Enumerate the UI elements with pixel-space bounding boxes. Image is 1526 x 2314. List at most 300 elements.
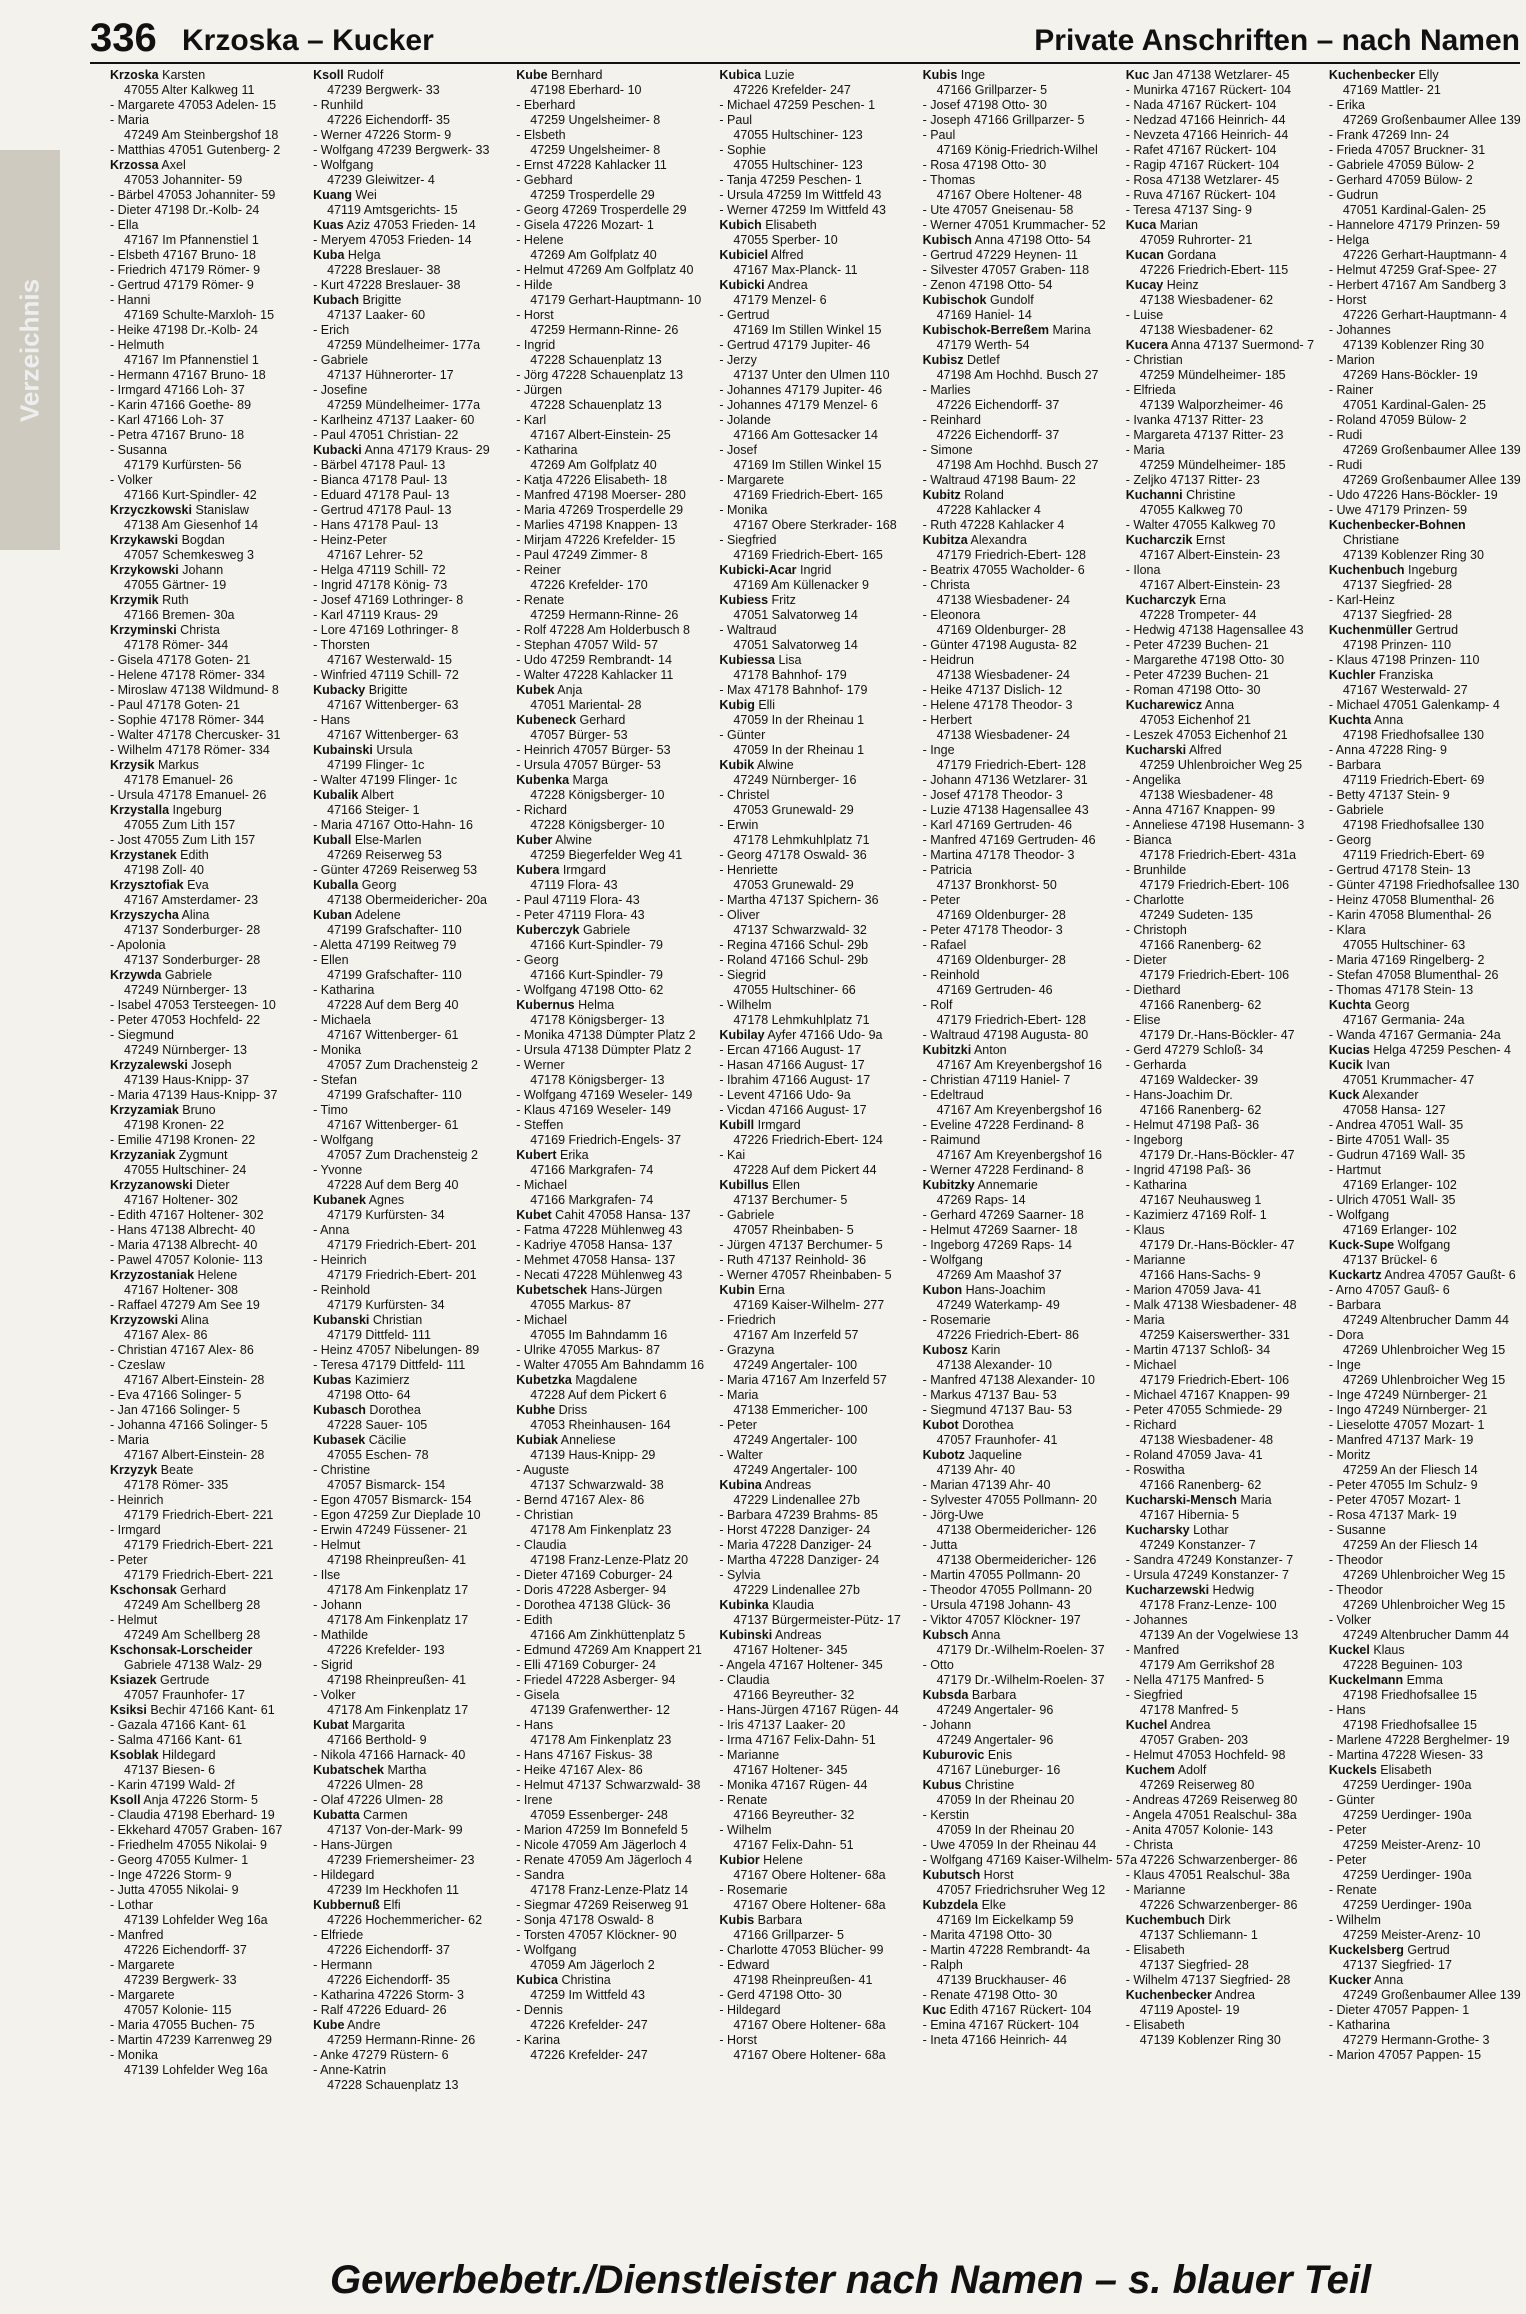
- directory-entry: [110, 788, 301, 803]
- directory-entry: [110, 383, 301, 398]
- entry-surname: Kubanski: [313, 1313, 370, 1327]
- entry-sub-name: - Heidrun: [922, 653, 974, 667]
- entry-address: 47166 Hans-Sachs- 9: [1139, 1268, 1261, 1282]
- entry-sub-name: - Dieter 47169 Coburger- 24: [516, 1568, 673, 1582]
- entry-sub-name: - Günter: [719, 728, 766, 742]
- directory-entry: [1329, 488, 1520, 503]
- entry-sub-name: - Ruth 47228 Kahlacker 4: [922, 518, 1065, 532]
- entry-sub-name: - Jörg-Uwe: [922, 1508, 984, 1522]
- directory-entry: [719, 503, 910, 533]
- entry-address: 47055 Kalkweg 70: [1139, 503, 1243, 517]
- entry-surname: Ksoll: [313, 68, 344, 82]
- directory-entry: [110, 1718, 301, 1733]
- entry-address: 47057 Bismarck- 154: [327, 1478, 446, 1492]
- directory-entry: [110, 473, 301, 503]
- entry-address: 47167 Am Kreyenbergshof 16: [936, 1103, 1102, 1117]
- entry-sub-name: - Kai: [719, 1148, 746, 1162]
- entry-sub-name: - Waltraud: [719, 623, 777, 637]
- entry-sub-name: - Klaus 47198 Prinzen- 110: [1328, 653, 1480, 667]
- entry-sub-name: - Helga: [1328, 233, 1370, 247]
- entry-address: 47166 Ranenberg- 62: [1139, 1478, 1262, 1492]
- entry-address: 47239 Gleiwitzer- 4: [327, 173, 435, 187]
- directory-entry: [110, 1463, 301, 1493]
- entry-surname: Kucan: [1125, 248, 1164, 262]
- entry-address: 47138 Wiesbadener- 48: [1139, 1433, 1274, 1447]
- entry-surname: Kubitz: [922, 488, 961, 502]
- entry-sub-name: - Gisela 47178 Goten- 21: [110, 653, 251, 667]
- entry-given-name: Helga 47259 Peschen- 4: [1369, 1043, 1511, 1057]
- directory-entry: [110, 2033, 301, 2048]
- entry-surname: Kubis: [719, 1913, 755, 1927]
- directory-entry: [313, 953, 504, 983]
- entry-address: 47059 Ruhrorter- 21: [1139, 233, 1253, 247]
- entry-given-name: Elisabeth: [761, 218, 817, 232]
- entry-sub-name: - Gabriele: [313, 353, 369, 367]
- directory-entry: [923, 833, 1114, 848]
- directory-entry: [1329, 1193, 1520, 1208]
- directory-entry: [313, 323, 504, 353]
- entry-surname: Krzystalla: [110, 803, 170, 817]
- entry-address: 47167 Wittenberger- 63: [327, 728, 459, 742]
- entry-address: 47139 Lohfelder Weg 16a: [124, 1913, 268, 1927]
- directory-entry: [516, 338, 707, 368]
- entry-address: 47167 Holtener- 345: [733, 1643, 848, 1657]
- directory-entry: [1126, 518, 1317, 533]
- entry-address: 47179 Menzel- 6: [733, 293, 827, 307]
- directory-entry: [1126, 1298, 1317, 1313]
- directory-entry: [516, 1583, 707, 1598]
- entry-sub-name: - Nella 47175 Manfred- 5: [1125, 1673, 1264, 1687]
- entry-sub-name: - Matthias 47051 Gutenberg- 2: [110, 143, 281, 157]
- entry-sub-name: - Georg: [1328, 833, 1372, 847]
- directory-entry: [1126, 218, 1317, 248]
- entry-address: 47179 Friedrich-Ebert- 106: [1139, 1373, 1290, 1387]
- entry-address: 47167 Am Kreyenbergshof 16: [936, 1058, 1102, 1072]
- directory-entry: [719, 1388, 910, 1418]
- directory-entry: [516, 863, 707, 893]
- directory-entry: [313, 188, 504, 218]
- entry-given-name: Andrea: [764, 278, 808, 292]
- directory-entry: [719, 1313, 910, 1343]
- entry-sub-name: - Siegfried: [719, 533, 777, 547]
- directory-entry: [313, 1193, 504, 1223]
- directory-entry: [516, 1868, 707, 1898]
- directory-entry: [313, 1748, 504, 1763]
- entry-surname: Kubert: [516, 1148, 557, 1162]
- entry-sub-name: - Roland 47166 Schul- 29b: [719, 953, 869, 967]
- entry-surname: Kubosz: [922, 1343, 968, 1357]
- entry-address: 47053 Johanniter- 59: [124, 173, 243, 187]
- entry-sub-name: - Eleonora: [922, 608, 981, 622]
- entry-sub-name: - Martina 47228 Wiesen- 33: [1328, 1748, 1484, 1762]
- entry-sub-name: - Christian 47119 Haniel- 7: [922, 1073, 1071, 1087]
- directory-entry: [516, 1373, 707, 1403]
- directory-entry: [313, 1898, 504, 1928]
- entry-address: 47139 Haus-Knipp- 29: [530, 1448, 656, 1462]
- entry-address: 47239 Im Heckhofen 11: [327, 1883, 459, 1897]
- entry-address: Christiane: [1342, 533, 1400, 547]
- entry-sub-name: - Peter 47178 Theodor- 3: [922, 923, 1063, 937]
- directory-entry: [1329, 1478, 1520, 1493]
- entry-sub-name: - Brunhilde: [1125, 863, 1187, 877]
- directory-entry: [110, 668, 301, 683]
- entry-address: 47169 Kaiser-Wilhelm- 277: [733, 1298, 885, 1312]
- directory-entry: [1329, 293, 1520, 323]
- entry-sub-name: - Viktor 47057 Klöckner- 197: [922, 1613, 1081, 1627]
- entry-surname: Kubsch: [922, 1628, 969, 1642]
- directory-entry: [110, 713, 301, 728]
- directory-entry: [1329, 1823, 1520, 1853]
- entry-surname: Kubacki: [313, 443, 362, 457]
- entry-address: 47139 Grafenwerther- 12: [530, 1703, 670, 1717]
- entry-given-name: Alfred: [1186, 743, 1222, 757]
- entry-given-name: Marina: [1049, 323, 1091, 337]
- directory-entry: [923, 1253, 1114, 1283]
- directory-entry: [110, 683, 301, 698]
- directory-entry: [1329, 1358, 1520, 1388]
- directory-entry: [1126, 1673, 1317, 1688]
- directory-entry: [1329, 353, 1520, 383]
- directory-entry: [313, 1013, 504, 1043]
- entry-address: 47139 Koblenzer Ring 30: [1342, 338, 1484, 352]
- entry-address: 47199 Grafschafter- 110: [327, 1088, 462, 1102]
- entry-sub-name: - Claudia: [516, 1538, 567, 1552]
- directory-entry: [1329, 1043, 1520, 1058]
- entry-surname: Kubina: [719, 1478, 762, 1492]
- entry-surname: Kubenka: [516, 773, 570, 787]
- entry-sub-name: - Doris 47228 Asberger- 94: [516, 1583, 667, 1597]
- entry-sub-name: - Elisabeth: [1125, 2018, 1185, 2032]
- entry-sub-name: - Marianne: [1125, 1253, 1186, 1267]
- entry-address: 47198 Rheinpreußen- 41: [733, 1973, 873, 1987]
- entry-sub-name: - Jolande: [719, 413, 771, 427]
- entry-sub-name: - Gisela: [516, 1688, 560, 1702]
- entry-given-name: Andreas: [761, 1478, 812, 1492]
- directory-entry: [923, 1988, 1114, 2003]
- entry-sub-name: - Werner 47051 Krummacher- 52: [922, 218, 1106, 232]
- directory-entry: [1329, 278, 1520, 293]
- entry-sub-name: - Josef: [719, 443, 757, 457]
- directory-entry: [923, 1418, 1114, 1448]
- entry-sub-name: - Wilhelm: [719, 998, 772, 1012]
- entry-sub-name: - Gisela 47226 Mozart- 1: [516, 218, 654, 232]
- entry-sub-name: - Rosemarie: [719, 1883, 788, 1897]
- entry-address: 47269 Großenbaumer Allee 139: [1342, 113, 1521, 127]
- directory-entry: [1126, 533, 1317, 563]
- entry-sub-name: - Monika 47167 Rügen- 44: [719, 1778, 868, 1792]
- directory-entry: [516, 1778, 707, 1793]
- entry-address: 47228 Schauenplatz 13: [530, 353, 662, 367]
- entry-given-name: Ayfer 47166 Udo- 9a: [764, 1028, 883, 1042]
- directory-entry: [923, 1403, 1114, 1418]
- directory-entry: [313, 818, 504, 833]
- directory-entry: [1329, 593, 1520, 623]
- entry-sub-name: - Edith: [516, 1613, 553, 1627]
- entry-address: 47198 Rheinpreußen- 41: [327, 1673, 467, 1687]
- directory-entry: [923, 803, 1114, 818]
- entry-surname: Kuck: [1328, 1088, 1360, 1102]
- entry-given-name: Marga: [569, 773, 608, 787]
- directory-entry: [923, 1538, 1114, 1568]
- directory-entry: [1126, 923, 1317, 953]
- entry-surname: Krzykawski: [110, 533, 179, 547]
- entry-address: 47259 Hermann-Rinne- 26: [530, 608, 679, 622]
- directory-entry: [110, 263, 301, 278]
- entry-address: 47269 Großenbaumer Allee 139: [1342, 473, 1521, 487]
- directory-entry: [1329, 623, 1520, 653]
- entry-sub-name: - Charlotte 47053 Blücher- 99: [719, 1943, 884, 1957]
- entry-sub-name: - Mehmet 47058 Hansa- 137: [516, 1253, 676, 1267]
- directory-entry: [923, 1493, 1114, 1508]
- directory-entry: [313, 863, 504, 878]
- entry-surname: Kubatschek: [313, 1763, 384, 1777]
- entry-address: 47269 Am Golfplatz 40: [530, 248, 657, 262]
- entry-surname: Kubica: [516, 1973, 558, 1987]
- entry-sub-name: - Otto: [922, 1658, 954, 1672]
- entry-given-name: Georg: [358, 878, 397, 892]
- entry-address: 47179 Dittfeld- 111: [327, 1328, 431, 1342]
- entry-sub-name: - Johannes: [1125, 1613, 1188, 1627]
- entry-surname: Kucik: [1328, 1058, 1363, 1072]
- entry-address: 47259 Hermann-Rinne- 26: [530, 323, 679, 337]
- entry-sub-name: - Klaus 47051 Realschul- 38a: [1125, 1868, 1290, 1882]
- entry-surname: Krzyzaniak: [110, 1148, 176, 1162]
- directory-entry: [110, 938, 301, 968]
- entry-surname: Kucharczik: [1125, 533, 1193, 547]
- directory-entry: [1329, 713, 1520, 743]
- entry-sub-name: - Markus 47137 Bau- 53: [922, 1388, 1057, 1402]
- entry-address: 47167 Neuhausweg 1: [1139, 1193, 1262, 1207]
- entry-address: 47137 Schwarzwald- 38: [530, 1478, 664, 1492]
- directory-entry: [110, 1433, 301, 1463]
- entry-address: 47228 Kahlacker 4: [936, 503, 1041, 517]
- entry-address: 47169 Im Stillen Winkel 15: [733, 458, 882, 472]
- entry-sub-name: - Heinrich: [313, 1253, 367, 1267]
- entry-given-name: Elfi: [379, 1898, 401, 1912]
- entry-sub-name: - Gerd 47279 Schloß- 34: [1125, 1043, 1264, 1057]
- entry-sub-name: - Ragip 47167 Rückert- 104: [1125, 158, 1280, 172]
- directory-entry: [719, 1448, 910, 1478]
- entry-address: 47249 Nürnberger- 13: [124, 1043, 247, 1057]
- directory-entry: [719, 698, 910, 728]
- entry-sub-name: - Gertrud 47179 Jupiter- 46: [719, 338, 871, 352]
- directory-entry: [516, 518, 707, 533]
- directory-entry: [516, 233, 707, 263]
- entry-sub-name: - Reiner: [516, 563, 561, 577]
- directory-entry: [719, 1958, 910, 1988]
- entry-address: 47138 Wiesbadener- 62: [1139, 323, 1274, 337]
- entry-address: 47259 Meister-Arenz- 10: [1342, 1838, 1481, 1852]
- entry-address: 47137 Siegfried- 28: [1342, 608, 1452, 622]
- entry-sub-name: - Winfried 47119 Schill- 72: [313, 668, 459, 682]
- directory-entry: [110, 593, 301, 623]
- entry-address: 47249 Altenbrucher Damm 44: [1342, 1628, 1509, 1642]
- entry-address: 47259 Mündelheimer- 185: [1139, 368, 1286, 382]
- directory-entry: [1329, 653, 1520, 668]
- directory-entry: [719, 113, 910, 143]
- directory-entry: [110, 1013, 301, 1028]
- entry-address: 47167 Obere Holtener- 68a: [733, 2048, 886, 2062]
- entry-sub-name: - Angelika: [1125, 773, 1181, 787]
- entry-sub-name: - Gebhard: [516, 173, 573, 187]
- entry-address: 47055 Hultschiner- 123: [733, 158, 863, 172]
- entry-sub-name: - Margarete: [110, 1958, 175, 1972]
- entry-surname: Kubernus: [516, 998, 575, 1012]
- directory-entry: [313, 68, 504, 98]
- directory-entry: [923, 773, 1114, 788]
- directory-entry: [1329, 383, 1520, 413]
- entry-surname: Kuchenbecker: [1328, 68, 1415, 82]
- directory-entry: [1126, 863, 1317, 893]
- directory-entry: [719, 1268, 910, 1283]
- entry-given-name: Gabriele: [579, 923, 631, 937]
- entry-sub-name: - Gerhard 47059 Bülow- 2: [1328, 173, 1473, 187]
- entry-given-name: Rudolf: [343, 68, 384, 82]
- directory-entry: [923, 638, 1114, 653]
- entry-address: 47249 Großenbaumer Allee 139: [1342, 1988, 1521, 2002]
- entry-surname: Krzyzanowski: [110, 1178, 193, 1192]
- entry-given-name: Andrea: [1167, 1718, 1211, 1732]
- entry-sub-name: - Thomas 47178 Stein- 13: [1328, 983, 1474, 997]
- directory-entry: [1126, 1583, 1317, 1613]
- entry-given-name: Christine: [961, 1778, 1015, 1792]
- directory-entry: [719, 1943, 910, 1958]
- entry-sub-name: - Hans 47178 Paul- 13: [313, 518, 439, 532]
- directory-entry: [923, 1778, 1114, 1808]
- directory-entry: [719, 998, 910, 1028]
- directory-entry: [923, 383, 1114, 413]
- entry-sub-name: - Wilhelm 47178 Römer- 334: [110, 743, 270, 757]
- entry-address: 47259 Biegerfelder Weg 41: [530, 848, 683, 862]
- entry-given-name: Enis: [984, 1748, 1013, 1762]
- entry-address: 47137 Siegfried- 17: [1342, 1958, 1452, 1972]
- entry-address: 47137 Bronkhorst- 50: [936, 878, 1057, 892]
- entry-given-name: Edith: [176, 848, 209, 862]
- entry-sub-name: - Renate: [516, 593, 565, 607]
- entry-sub-name: - Wolfgang 47198 Otto- 62: [516, 983, 664, 997]
- entry-surname: Krzossa: [110, 158, 159, 172]
- entry-sub-name: - Friedrich: [719, 1313, 776, 1327]
- directory-entry: [719, 353, 910, 383]
- directory-entry: [1126, 203, 1317, 218]
- entry-given-name: Margarita: [348, 1718, 405, 1732]
- entry-surname: Kubalik: [313, 788, 359, 802]
- directory-entry: [1329, 563, 1520, 593]
- entry-surname: Krzoska: [110, 68, 159, 82]
- entry-given-name: Andre: [344, 2018, 381, 2032]
- entry-sub-name: - Ursula 47259 Im Wittfeld 43: [719, 188, 882, 202]
- directory-entry: [110, 743, 301, 758]
- directory-entry: [516, 1838, 707, 1853]
- entry-address: 47169 Friedrich-Ebert- 165: [733, 548, 883, 562]
- entry-sub-name: - Walter 47055 Kalkweg 70: [1125, 518, 1276, 532]
- directory-entry: [923, 1583, 1114, 1598]
- entry-given-name: Anna: [968, 1628, 1001, 1642]
- entry-sub-name: - Barbara: [1328, 758, 1381, 772]
- entry-address: 47269 Hans-Böckler- 19: [1342, 368, 1478, 382]
- entry-surname: Kubisz: [922, 353, 964, 367]
- directory-entry: [516, 548, 707, 563]
- directory-entry: [313, 668, 504, 683]
- directory-entry: [1329, 1793, 1520, 1823]
- directory-entry: [719, 593, 910, 623]
- directory-entry: [1126, 1118, 1317, 1133]
- entry-sub-name: - Karl 47169 Gertruden- 46: [922, 818, 1072, 832]
- directory-entry: [1329, 68, 1520, 98]
- directory-entry: [1126, 1523, 1317, 1553]
- entry-address: 47169 Im Eickelkamp 59: [936, 1913, 1074, 1927]
- directory-entry: [313, 1793, 504, 1808]
- directory-entry: [923, 1043, 1114, 1073]
- entry-sub-name: - Tanja 47259 Peschen- 1: [719, 173, 862, 187]
- entry-sub-name: - Heike 47137 Dislich- 12: [922, 683, 1063, 697]
- entry-address: 47178 Am Finkenplatz 23: [530, 1523, 672, 1537]
- entry-surname: Krzyminski: [110, 623, 177, 637]
- directory-entry: [1329, 323, 1520, 353]
- entry-sub-name: - Maria 47138 Albrecht- 40: [110, 1238, 258, 1252]
- directory-entry: [719, 1238, 910, 1253]
- entry-sub-name: - Christine: [313, 1463, 371, 1477]
- entry-sub-name: - Maria: [1125, 1313, 1165, 1327]
- entry-sub-name: - Bärbel 47178 Paul- 13: [313, 458, 446, 472]
- entry-address: 47167 Wittenberger- 61: [327, 1028, 459, 1042]
- entry-sub-name: - Marlies: [922, 383, 971, 397]
- directory-entry: [923, 488, 1114, 518]
- directory-entry: [1126, 1793, 1317, 1808]
- entry-address: 47199 Grafschafter- 110: [327, 923, 462, 937]
- entry-sub-name: - Maria 47269 Trosperdelle 29: [516, 503, 684, 517]
- entry-surname: Kubitza: [922, 533, 968, 547]
- entry-address: 47167 Obere Sterkrader- 168: [733, 518, 897, 532]
- directory-entry: [313, 2003, 504, 2018]
- directory-entry: [1329, 908, 1520, 923]
- entry-sub-name: - Stefan 47058 Blumenthal- 26: [1328, 968, 1499, 982]
- directory-entry: [719, 863, 910, 893]
- entry-sub-name: - Karin 47058 Blumenthal- 26: [1328, 908, 1492, 922]
- directory-entry: [516, 1463, 707, 1493]
- entry-address: 47199 Flinger- 1c: [327, 758, 425, 772]
- directory-entry: [923, 1943, 1114, 1958]
- directory-entry: [110, 1223, 301, 1238]
- entry-sub-name: - Ellen: [313, 953, 349, 967]
- entry-address: 47139 Koblenzer Ring 30: [1139, 2033, 1281, 2047]
- directory-entry: [516, 308, 707, 338]
- entry-surname: Kubbernuß: [313, 1898, 380, 1912]
- entry-surname: Krzysik: [110, 758, 155, 772]
- entry-sub-name: - Gertrud 47229 Heynen- 11: [922, 248, 1078, 262]
- entry-address: 47198 Franz-Lenze-Platz 20: [530, 1553, 689, 1567]
- entry-address: 47139 Walporzheimer- 46: [1139, 398, 1284, 412]
- entry-address: 47055 Sperber- 10: [733, 233, 838, 247]
- entry-sub-name: - Michael 47259 Peschen- 1: [719, 98, 876, 112]
- entry-sub-name: - Christian 47167 Alex- 86: [110, 1343, 254, 1357]
- entry-address: 47167 Albert-Einstein- 25: [530, 428, 671, 442]
- entry-address: 47199 Grafschafter- 110: [327, 968, 462, 982]
- directory-entry: [1126, 1343, 1317, 1358]
- entry-sub-name: - Ursula 47249 Konstanzer- 7: [1125, 1568, 1289, 1582]
- entry-sub-name: - Ute 47057 Gneisenau- 58: [922, 203, 1074, 217]
- entry-address: 47259 Trosperdelle 29: [530, 188, 655, 202]
- directory-entry: [1126, 638, 1317, 653]
- entry-sub-name: - Richard: [1125, 1418, 1177, 1432]
- entry-address: 47229 Lindenallee 27b: [733, 1493, 860, 1507]
- entry-given-name: Ingeburg: [169, 803, 222, 817]
- entry-address: 47167 Westerwald- 15: [327, 653, 452, 667]
- entry-address: 47053 Rheinhausen- 164: [530, 1418, 671, 1432]
- entry-sub-name: - Ulrike 47055 Markus- 87: [516, 1343, 661, 1357]
- entry-sub-name: - Eberhard: [516, 98, 576, 112]
- entry-sub-name: - Hans: [1328, 1703, 1366, 1717]
